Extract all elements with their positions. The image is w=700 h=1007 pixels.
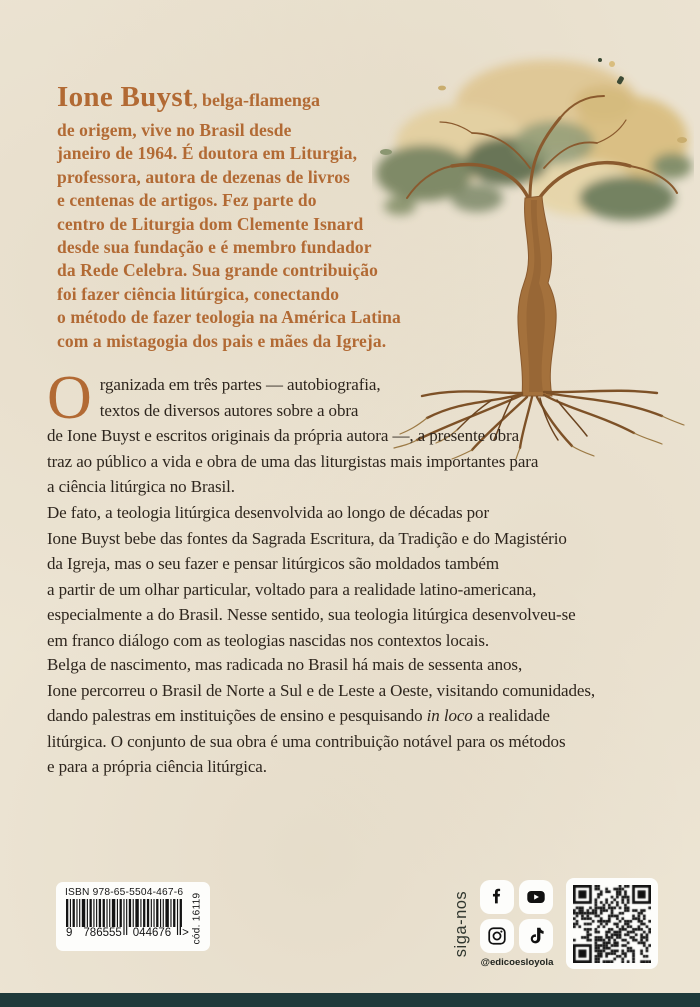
author-bio-line: centro de Liturgia dom Clemente Isnard [57,213,364,234]
author-bio-line: professora, autora de dezenas de livros [57,166,350,187]
synopsis-line: traz ao público a vida e obra de uma das liturgistas mais importantes para [47,451,539,471]
synopsis-line: a partir de um olhar particular, voltado para a realidade latino-americana, [47,579,537,599]
instagram-icon[interactable] [480,919,514,953]
italic-line-pre: dando palestras em instituições de ensino e pesquisando [47,706,427,725]
barcode-digits [65,927,202,939]
isbn-text: ISBN 978-65-5504-467-6 [65,887,184,898]
synopsis-paragraph-3 [47,652,695,780]
italic-phrase: in loco [426,706,473,725]
synopsis-line: e para a própria ciência litúrgica. [47,757,267,776]
author-bio-line: com a mistagogia dos pais e mães da Igreja. [57,330,387,351]
social-icons-grid [480,880,554,953]
follow-us-label: siga-nos [452,890,470,958]
drop-cap: O [47,364,92,432]
synopsis-paragraph-2 [47,500,695,653]
author-bio-name-tail: , belga-flamenga [192,90,320,110]
author-bio [57,80,477,353]
author-bio-line: de origem, vive no Brasil desde [57,120,292,140]
barcode-digit-group: 044676 [132,927,172,939]
synopsis-line: Belga de nascimento, mas radicada no Brasil há mais de sessenta anos, [47,655,523,674]
tiktok-icon[interactable] [519,919,553,953]
synopsis-paragraph-1 [47,364,695,500]
author-bio-first-line [57,80,477,119]
synopsis-line: de Ione Buyst e escritos originais da própria autora —, a presente obra [47,426,520,445]
author-name: Ione Buyst [57,81,193,113]
synopsis-line: rganizada em três partes — autobiografia, [99,375,381,394]
synopsis-line-italic [47,703,695,729]
barcode-label [56,882,210,951]
author-bio-line: o método de fazer teologia na América Latina [57,307,401,328]
synopsis-line: De fato, a teologia litúrgica desenvolvida ao longo de décadas por [47,503,490,522]
synopsis-line: litúrgica. O conjunto de sua obra é uma contribuição notável para os métodos [47,731,566,751]
author-bio-line: da Rede Celebra. Sua grande contribuição [57,260,378,281]
youtube-icon[interactable] [519,880,553,914]
synopsis-line: especialmente a do Brasil. Nesse sentido, sua teologia litúrgica desenvolveu-se [47,605,576,624]
social-handle: @edicoesloyola [480,957,554,968]
synopsis-line: textos de diversos autores sobre a obra [99,400,359,420]
qr-code[interactable] [566,878,658,969]
author-bio-line: desde sua fundação e é membro fundador [57,237,372,258]
footer-color-bar [0,993,700,1007]
barcode-digit-prefix: 9 [66,927,73,939]
synopsis-line: em franco diálogo com as teologias nascidas nos contextos locais. [47,630,489,650]
author-bio-line: foi fazer ciência litúrgica, conectando [57,283,340,304]
author-bio-line: janeiro de 1964. É doutora em Liturgia, [57,143,358,164]
barcode-digit-group: 786555 [83,927,122,939]
synopsis-line: Ione Buyst bebe das fontes da Sagrada Escritura, da Tradição e do Magistério [47,528,567,548]
italic-line-post: a realidade [472,706,550,725]
synopsis-line: a ciência litúrgica no Brasil. [47,477,235,496]
barcode-side-code: cód. 16119 [191,892,203,945]
synopsis-line: Ione percorreu o Brasil de Norte a Sul e de Leste a Oeste, visitando comunidades, [47,680,595,700]
author-bio-line: e centenas de artigos. Fez parte do [57,190,317,211]
barcode-end-mark: > [182,927,189,939]
synopsis-line: da Igreja, mas o seu fazer e pensar litúrgicos são moldados também [47,554,499,573]
facebook-icon[interactable] [480,880,514,914]
